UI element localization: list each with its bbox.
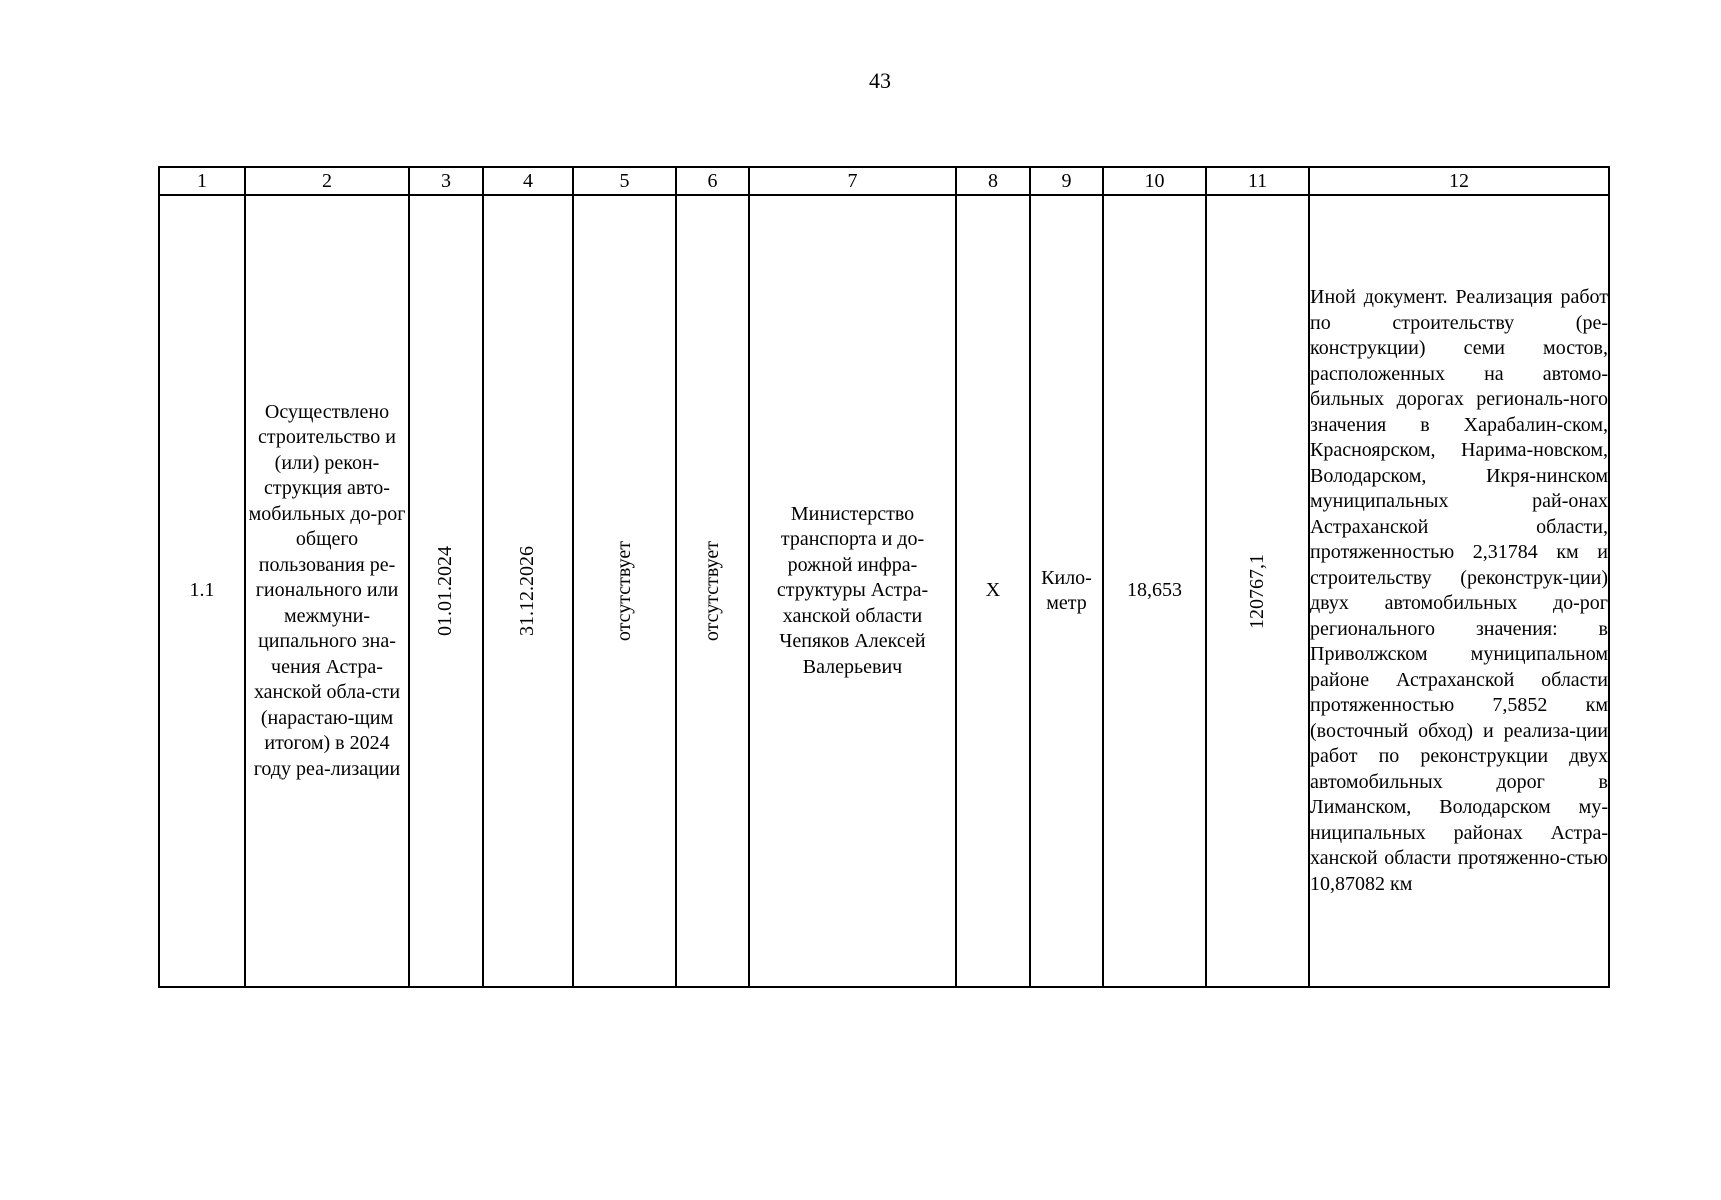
cell-result-description: Осуществлено строительство и (или) рекон-струкция авто-мобильных до-рог общего пользования ре-гионального или межмуни-ципального зна-чения Астра-ханской обла-сти (нарастаю-щим итогом) в 2024 году реа-лизации bbox=[245, 195, 409, 987]
column-header-3: 3 bbox=[409, 167, 483, 195]
column-header-7: 7 bbox=[749, 167, 956, 195]
cell-end-date bbox=[483, 195, 573, 987]
header-row bbox=[159, 167, 1609, 195]
page-number: 43 bbox=[869, 68, 891, 93]
data-table bbox=[158, 166, 1610, 988]
cell-amount bbox=[1206, 195, 1309, 987]
cell-value: 18,653 bbox=[1103, 195, 1206, 987]
column-header-6: 6 bbox=[676, 167, 749, 195]
cell-column-6 bbox=[676, 195, 749, 987]
cell-item-number: 1.1 bbox=[159, 195, 245, 987]
cell-unit: Кило-метр bbox=[1030, 195, 1103, 987]
column-header-12: 12 bbox=[1309, 167, 1609, 195]
cell-responsible: Министерство транспорта и до-рожной инфра-структуры Астра-ханской области Чепяков Алексей Валерьевич bbox=[749, 195, 956, 987]
column-6-text: отсутствует bbox=[700, 540, 723, 642]
column-header-4: 4 bbox=[483, 167, 573, 195]
column-header-2: 2 bbox=[245, 167, 409, 195]
column-5-text: отсутствует bbox=[612, 540, 635, 642]
cell-column-5 bbox=[573, 195, 676, 987]
table-row bbox=[159, 195, 1609, 987]
cell-start-date bbox=[409, 195, 483, 987]
column-header-5: 5 bbox=[573, 167, 676, 195]
cell-document-description: Иной документ. Реализация работ по строительству (ре-конструкции) семи мостов, расположенных на автомо-бильных дорогах региональ-ного значения в Харабалин-ском, Красноярском, Нарима-новском, Володарском, Икря-нинском муниципальных рай-онах Астраханской области, протяженностью 2,31784 км и строительству (реконструк-ции) двух автомобильных до-рог регионального значения: в Приволжском муниципальном районе Астраханской области протяженностью 7,5852 км (восточный обход) и реализа-ции работ по реконструкции двух автомобильных дорог в Лиманском, Володарском му-ниципальных районах Астра-ханской области протяженно-стью 10,87082 км bbox=[1309, 195, 1609, 987]
column-header-8: 8 bbox=[956, 167, 1030, 195]
end-date-text: 31.12.2026 bbox=[516, 546, 539, 636]
column-header-1: 1 bbox=[159, 167, 245, 195]
cell-column-8: Х bbox=[956, 195, 1030, 987]
column-header-11: 11 bbox=[1206, 167, 1309, 195]
column-header-10: 10 bbox=[1103, 167, 1206, 195]
start-date-text: 01.01.2024 bbox=[434, 546, 457, 636]
amount-text: 120767,1 bbox=[1245, 553, 1268, 629]
column-header-9: 9 bbox=[1030, 167, 1103, 195]
